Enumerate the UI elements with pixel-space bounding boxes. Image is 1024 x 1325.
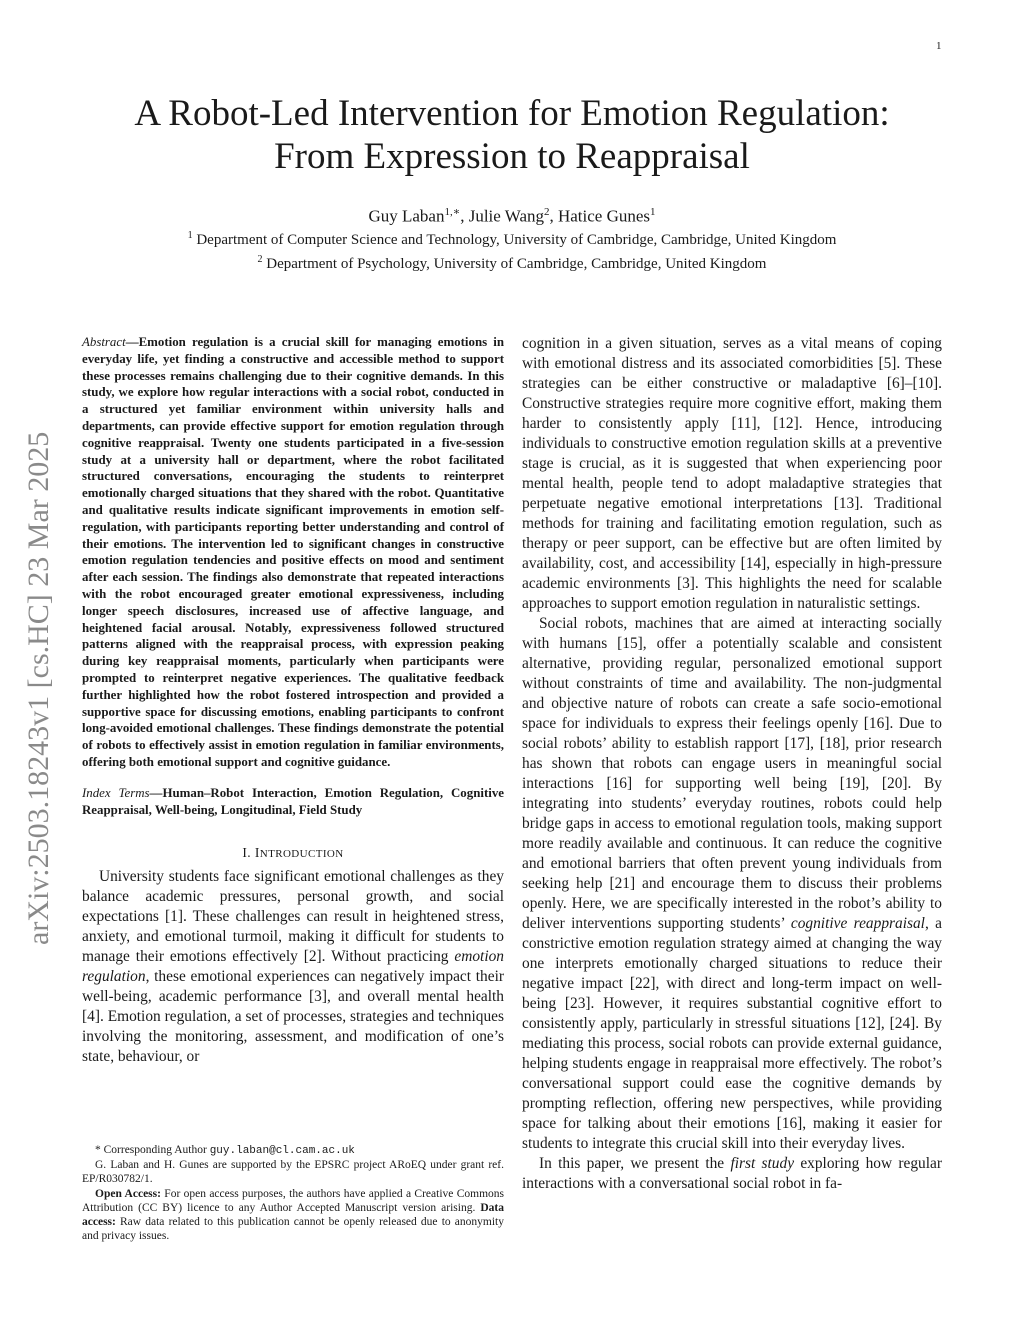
footnote-open-access (82, 1187, 504, 1244)
footnote-label: Open Access: (95, 1187, 161, 1200)
intro-paragraph-continued: cognition in a given situation, serves as a vital means of coping with emotional distress and its associated comorbidities [5]. These strategies can be either constructive or maladaptive [6]–[10]. Constructive strategies require more cognitive effort, making them harder to consistently apply [11], [12]. Hence, introducing individuals to constructive emotion regulation skills at a preventive stage is crucial, as it is suggested that when experiencing poor mental health, people tend to adopt maladaptive strategies that perpetuate negative emotional interpretations [13]. Traditional methods for training and facilitating emotion regulation, such as therapy or peer support, can be effective but are often limited by availability, cost, and accessibility [14], especially in high-pressure academic environments [3]. This highlights the need for scalable approaches to support emotion regulation in naturalistic settings. (522, 335, 942, 612)
index-terms-label: Index Terms (82, 785, 150, 800)
right-column (522, 334, 942, 1194)
intro-paragraph-this-paper (522, 1154, 942, 1194)
title-line-1: A Robot-Led Intervention for Emotion Regulation: (134, 93, 890, 134)
author-superscript: 1,∗ (444, 206, 461, 218)
intro-paragraph-social-robots (522, 614, 942, 1154)
footnote-corresponding-author (82, 1143, 504, 1158)
abstract-label: Abstract (82, 335, 126, 349)
affiliation-text: Department of Computer Science and Technology, University of Cambridge, Cambridge, United Kingdom (192, 232, 837, 248)
index-terms (82, 785, 504, 819)
affiliation-1 (0, 230, 1024, 249)
author-name: Guy Laban (368, 206, 445, 226)
author-superscript: 2 (543, 206, 550, 218)
abstract (82, 334, 504, 771)
author-list (0, 205, 1024, 227)
affiliation-2 (0, 254, 1024, 273)
author-name: , Hatice Gunes (549, 206, 651, 226)
section-initial: I (254, 845, 260, 861)
left-column (82, 334, 504, 1067)
section-numeral: I. (242, 845, 255, 861)
emphasis-text: cognitive reappraisal (790, 915, 925, 932)
paper-title (0, 92, 1024, 178)
text-run: exploring how regular interactions with a conversational social robot in fa- (522, 1155, 942, 1192)
author-name: , Julie Wang (460, 206, 544, 226)
text-run: University students face significant emotional challenges as they balance academic pressures, personal growth, and social expectations [1]. These challenges can result in heightened stress, anxiety, and emotional turmoil, making it difficult for students to manage their emotions effectively [2]. Without practicing (82, 868, 504, 966)
emphasis-text: emotion regulation (82, 948, 504, 986)
affiliation-marker: 2 (257, 254, 263, 265)
section-title-smallcaps: NTRODUCTION (259, 848, 344, 861)
footnotes (82, 1143, 504, 1243)
intro-paragraph-1 (82, 867, 504, 1067)
abstract-text: —Emotion regulation is a crucial skill for managing emotions in everyday life, yet finding a constructive and accessible method to support these processes remains challenging due to their cognitive demands. In this study, we explore how regular interactions with a social robot, conducted in a structured yet familiar environment within university halls and departments, can provide effective support for emotion regulation through cognitive reappraisal. Twenty one students participated in a five-session study at a university hall or department, where the robot facilitated structured conversations, encouraging the students to reinterpret emotionally charged situations that they shared with the robot. Quantitative and qualitative results indicate significant improvements in emotion self-regulation, with participants reporting better understanding and control of their emotions. The intervention led to significant changes in constructive emotion regulation tendencies and positive effects on mood and sentiment after each session. The findings also demonstrate that repeated interactions with the robot encouraged greater emotional expressiveness, including longer speech disclosures, increased use of affective language, and heightened facial arousal. Notably, expressiveness followed structured patterns aligned with the reappraisal process, with expression peaking during key reappraisal moments, particularly when participants were prompted to reinterpret negative experiences. The qualitative feedback further highlighted how the robot fostered introspection and provided a supportive space for discussing emotions, enabling participants to confront long-avoided emotional challenges. These findings demonstrate the potential of robots to effectively assist in emotion regulation in familiar environments, offering both emotional support and cognitive guidance. (82, 335, 504, 769)
text-run: Social robots, machines that are aimed at interacting socially with humans [15], offer a potentially scalable and consistent alternative, providing regular, personalized emotional support without constraints of time and availability. The non-judgmental and objective nature of robots can create a safe socio-emotional space for individuals to express their feelings openly [16]. Due to social robots’ ability to establish rapport [17], [18], prior research has shown that robots can engage users in meaningful social interactions [16] for supporting well being [19], [20]. By integrating into students’ everyday routines, robots could help bridge gaps in access to emotional regulation tools, making support more readily available and continuous. It can reduce the cognitive and emotional barriers that often prevent young individuals from seeking help [21] and encourage them to discuss their problems openly. Here, we are specifically interested in the robot’s ability to deliver interventions supporting students’ (522, 615, 942, 932)
author-email: guy.laban@cl.cam.ac.uk (209, 1145, 355, 1157)
footnote-label: Data access: (82, 1201, 504, 1229)
affiliation-text: Department of Psychology, University of Cambridge, Cambridge, United Kingdom (262, 256, 767, 272)
text-run: Raw data related to this publication cannot be openly released due to anonymity and privacy issues. (82, 1216, 504, 1243)
section-heading-introduction (82, 845, 504, 861)
author-superscript: 1 (650, 206, 656, 218)
affiliation-marker: 1 (187, 230, 193, 241)
footnote-funding: G. Laban and H. Gunes are supported by the EPSRC project ARoEQ under grant ref. EP/R030782/1. (82, 1159, 504, 1186)
arxiv-identifier: arXiv:2503.18243v1 [cs.HC] 23 Mar 2025 (22, 431, 55, 945)
emphasis-text: first study (730, 1155, 795, 1172)
index-terms-text: —Human–Robot Interaction, Emotion Regulation, Cognitive Reappraisal, Well-being, Longitudinal, Field Study (82, 785, 504, 817)
text-run: For open access purposes, the authors have applied a Creative Commons Attribution (CC BY) licence to any Author Accepted Manuscript version arising. (82, 1187, 504, 1214)
text-run: In this paper, we present the (539, 1155, 731, 1172)
text-run: , these emotional experiences can negatively impact their well-being, academic performance [3], and overall mental health [4]. Emotion regulation, a set of processes, strategies and techniques involving the monitoring, assessment, and modification of one’s state, behaviour, or (82, 968, 504, 1066)
text-run: , a constrictive emotion regulation strategy aimed at changing the way one interprets emotionally charged situations to reduce their negative impact [22], with direct and long-term impact on well-being [23]. However, it requires substantial cognitive effort to consistently apply, particularly in stressful situations [12], [24]. By mediating this process, social robots can provide external guidance, helping students engage in reappraisal more effectively. The robot’s conversational support could ease the cognitive demands by prompting reflection, offering new perspectives, while providing space for talking about their emotions [16], making it easier for students to integrate this crucial skill into their everyday lives. (522, 915, 942, 1152)
title-line-2: From Expression to Reappraisal (274, 136, 750, 177)
page-number: 1 (936, 40, 942, 52)
text-run: * Corresponding Author (95, 1144, 210, 1156)
